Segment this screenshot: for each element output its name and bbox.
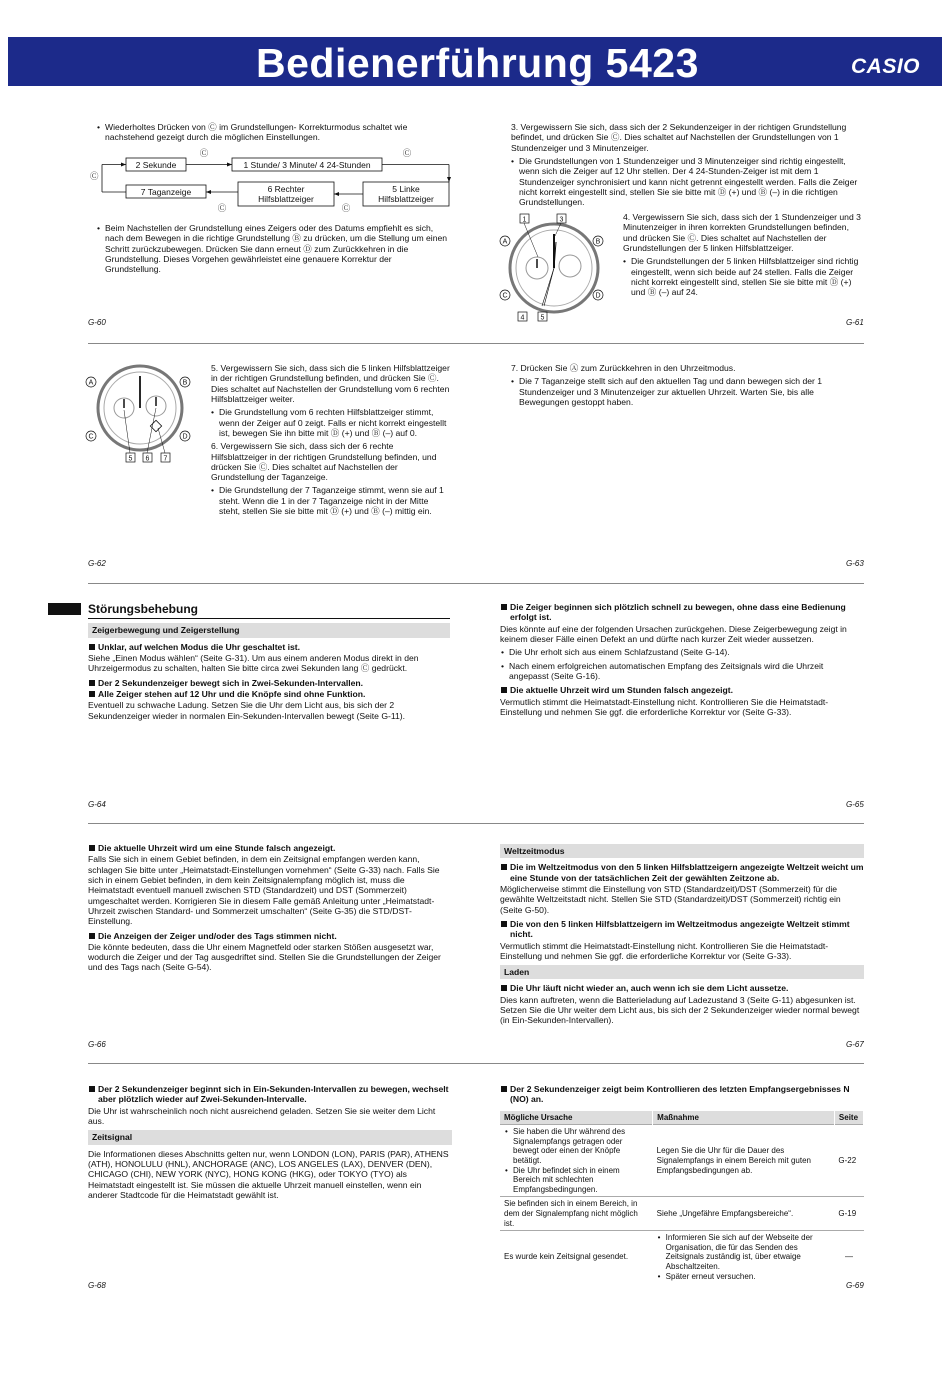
button-b-label: B: [182, 379, 188, 387]
answer: Falls Sie sich in einem Gebiet befinden, in dem ein Zeitsignal empfangen werden kann, schlagen Sie bitte unter „Heimatstadt-Einstellungen vornehmen“ (Seite G-33) nach. Falls Sie sich in einem Gebiet befinden, in dem kein Zeitsignalempfang möglich ist, muss die Heimatstadt eventuell manuell zwischen STD (Standardzeit) und DST (Sommerzeit) umgeschaltet werden. Korrigieren Sie in diesem Falle gemäß Anleitung unter „Heimatstadt-Uhrzeit zwischen Standard- und Sommerzeit umschalten“ (Seite G-35) die STD/DST-Einstellung.: [88, 854, 440, 927]
table-cell: —: [834, 1231, 863, 1283]
page-number: G-61: [846, 318, 864, 327]
answer: Die könnte bedeuten, dass die Uhr einem Magnetfeld oder starken Stößen ausgesetzt war, wodurch die Zeiger und der Tag ausgedriftet sind. Stellen Sie die Grundstellungen der Zeiger und des Tags nach (Seite G-54).: [88, 941, 441, 973]
step-4-bullet: • Die Grundstellungen der 5 linken Hilfsblattzeiger sind richtig eingestellt, wenn sich beide auf 24 stellen. Falls die Zeiger nicht korrekt eingestellt sind, stellen Sie sie bitte mit Ⓓ (+) und Ⓑ (–) auf 24.: [622, 256, 864, 297]
subsection-bar: Zeigerbewegung und Zeigerstellung: [88, 623, 450, 637]
button-c-label: C: [88, 433, 94, 441]
note-text: • Beim Nachstellen der Grundstellung eines Zeigers oder des Datums empfiehlt es sich, nach dem Bewegen in die richtige Grundstellung Ⓑ zu drücken, um die Stellung um einen Schritt zurückzubewegen. Drücken Sie dann erneut Ⓓ zum Zurückkehren in die Grundstellung. Dieses Vorgehen gewährleistet eine genauere Korrektur der Grundstellung.: [96, 223, 448, 275]
page-number: G-62: [88, 559, 106, 568]
page-g62: [200, 363, 450, 519]
page-g66: [88, 839, 452, 976]
table-cell: Es wurde kein Zeitsignal gesendet.: [500, 1231, 653, 1283]
box-right-line1: 6 Rechter: [267, 184, 305, 194]
page-g61: [500, 122, 860, 211]
page-g64: [88, 602, 450, 724]
table-row: [500, 1125, 864, 1197]
answer: Vermutlich stimmt die Heimatstadt-Einstellung nicht. Kontrollieren Sie die Heimatstadt-Einstellung und nehmen Sie ggf. die erforderliche Korrektur vor (Seite G-33).: [500, 940, 829, 961]
step-5: 5. Vergewissern Sie sich, dass sich die 5 linken Hilfsblattzeiger in der richtigen Grundstellung befinden, und drücken Sie Ⓒ. Dies schaltet auf Nachstellen der Grundstellung vom 6 rechten Hilfsblattzeiger weiter.: [211, 363, 450, 404]
box-second: 2 Sekunde: [135, 160, 177, 170]
question: Die aktuelle Uhrzeit wird um eine Stunde falsch angezeigt.: [88, 843, 452, 853]
divider: [88, 1063, 864, 1064]
c-button-label: Ⓒ: [199, 148, 209, 158]
page-title: Bedienerführung 5423: [256, 40, 699, 86]
question: Die aktuelle Uhrzeit wird um Stunden falsch angezeigt.: [500, 685, 864, 695]
hand-number: 7: [163, 455, 168, 463]
c-button-label: Ⓒ: [402, 148, 412, 158]
table-cell: • Die Uhr befindet sich in einem Bereich mit schlechten Empfangsbedingungen.: [504, 1166, 649, 1195]
answer: Die Informationen dieses Abschnitts gelten nur, wenn LONDON (LON), PARIS (PAR), ATHENS (ATH), HONOLULU (HNL), ANCHORAGE (ANC), LOS ANGELES (LAX), DENVER (DEN), CHICAGO (CHI), NEW YORK (NYC), HONG KONG (HKG), oder TOKYO (TYO) als Heimatstadt eingestellt ist. Sie müssen die aktuelle Uhrzeit manuell einstellen, wenn ein anderer Stadtcode für die Heimatstadt gewählt ist.: [88, 1148, 449, 1200]
page-number: G-60: [88, 318, 106, 327]
subsection-bar: Zeitsignal: [88, 1130, 452, 1144]
reception-table: [500, 1111, 864, 1284]
question: Die Anzeigen der Zeiger und/oder des Tags stimmen nicht.: [88, 931, 452, 941]
hand-number: 6: [145, 455, 150, 463]
table-cell: • Informieren Sie sich auf der Webseite der Organisation, die für das Senden des Zeitsignals zuständig ist, über etwaige Abschaltzeiten.: [657, 1233, 831, 1271]
table-header: Seite: [834, 1111, 863, 1125]
box-left-line1: 5 Linke: [392, 184, 420, 194]
table-cell: G-19: [834, 1197, 863, 1231]
divider: [88, 823, 864, 824]
hand-number: 3: [559, 216, 564, 224]
step-6: 6. Vergewissern Sie sich, dass sich der 6 rechte Hilfsblattzeiger in der richtigen Grundstellung befinden, und drücken Sie Ⓒ. Dies schaltet auf Nachstellen der Grundstellung der Taganzeige.: [211, 441, 437, 483]
page-number: G-68: [88, 1281, 106, 1290]
step-7-bullet: • Die 7 Taganzeige stellt sich auf den aktuellen Tag und dann bewegen sich der 1 Stundenzeiger und 3 Minutenzeiger zur aktuellen Uhrzeit. Warten Sie, bis alle Bewegungen gestoppt haben.: [510, 376, 862, 407]
step-3-bullet: • Die Grundstellungen von 1 Stundenzeiger und 3 Minutenzeiger sind richtig eingestellt, wenn sich die Zeiger auf 12 Uhr stellen. Der 4 24-Stunden-Zeiger ist mit dem 1 Stundenzeiger synchronisiert und kann nicht getrennt eingestellt werden. Falls die Zeiger nicht korrekt eingestellt sind, stellen Sie sie bitte mit Ⓓ (+) und Ⓑ (–) in die richtigen Grundstellungen.: [510, 156, 860, 208]
box-right-line2: Hilfsblattzeiger: [258, 194, 314, 204]
answer-bullet: • Die Uhr erholt sich aus einem Schlafzustand (Seite G-14).: [500, 647, 864, 657]
c-button-label: Ⓒ: [341, 203, 351, 213]
table-cell: Sie befinden sich in einem Bereich, in dem der Signalempfang nicht möglich ist.: [500, 1197, 653, 1231]
answer: Möglicherweise stimmt die Einstellung von STD (Standardzeit)/DST (Sommerzeit) für die gewählte Weltzeitstadt nicht. Stellen Sie STD (Standardzeit)/DST (Sommerzeit) richtig ein (Seite G-50).: [500, 883, 841, 915]
table-cell: Siehe „Ungefähre Empfangsbereiche“.: [653, 1197, 835, 1231]
question: Die von den 5 linken Hilfsblattzeigern im Weltzeitmodus angezeigte Weltzeit stimmt nicht.: [500, 919, 864, 940]
watch-diagram-g62: [84, 360, 196, 466]
subsection-bar: Laden: [500, 965, 864, 979]
c-button-label: Ⓒ: [217, 203, 227, 213]
table-header: Mögliche Ursache: [500, 1111, 653, 1125]
page-number: G-66: [88, 1040, 106, 1049]
hand-number: 5: [128, 455, 133, 463]
brand-logo: CASIO: [850, 55, 920, 78]
table-cell: G-22: [834, 1125, 863, 1197]
question: Die Zeiger beginnen sich plötzlich schnell zu bewegen, ohne dass eine Bedienung erfolgt ist.: [500, 602, 864, 623]
intro-text: • Wiederholtes Drücken von Ⓒ im Grundstellungen- Korrekturmodus schaltet wie nachstehend gezeigt durch die möglichen Einstellungen.: [96, 122, 451, 143]
page-number: G-64: [88, 800, 106, 809]
settings-cycle-diagram: [88, 145, 458, 215]
button-a-label: A: [502, 238, 508, 246]
table-cell: Legen Sie die Uhr für die Dauer des Signalempfangs in einem Bereich mit guten Empfangsbedingungen ab.: [653, 1125, 835, 1197]
step-4: 4. Vergewissern Sie sich, dass sich der 1 Stundenzeiger und 3 Minutenzeiger in ihren korrekten Grundstellungen befinden, und drücken Sie Ⓒ. Dies schaltet auf Nachstellen der Grundstellungen der 5 linken Hilfsblattzeiger.: [623, 212, 861, 253]
table-cell: • Später erneut versuchen.: [657, 1272, 831, 1282]
header-banner: [8, 37, 942, 86]
page-g69: [500, 1080, 864, 1283]
section-marker: [48, 603, 81, 615]
hand-number: 1: [522, 216, 527, 224]
g60-note-block: [96, 223, 448, 278]
g61-step4-block: [612, 212, 864, 301]
page-number: G-67: [846, 1040, 864, 1049]
section-title: Störungsbehebung: [88, 602, 450, 619]
box-hour: 1 Stunde/ 3 Minute/ 4 24-Stunden: [243, 160, 371, 170]
c-button-label: Ⓒ: [90, 171, 99, 181]
answer: Siehe „Einen Modus wählen“ (Seite G-31). Um aus einem anderen Modus direkt in den Uhrzeigermodus zu schalten, halten Sie bitte circa zwei Sekunden lang Ⓒ gedrückt.: [88, 653, 419, 674]
page-g67: [500, 844, 864, 1029]
answer: Dies könnte auf eine der folgenden Ursachen zurückgehen. Diese Zeigerbewegung zeigt in keinem dieser Fälle einen Defekt an und dürfte nach kurzer Zeit wieder aussetzen.: [500, 623, 847, 644]
button-b-label: B: [595, 238, 601, 246]
table-row: [500, 1231, 864, 1283]
button-d-label: D: [182, 433, 188, 441]
page-g60: [96, 122, 451, 146]
question: Unklar, auf welchen Modus die Uhr geschaltet ist.: [88, 642, 450, 652]
answer: Dies kann auftreten, wenn die Batterieladung auf Ladezustand 3 (Seite G-11) abgesunken ist. Setzen Sie die Uhr weiter dem Licht aus, bis sich der 2 Sekundenzeiger wieder normal bewegt (in Ein-Sekunden-Intervallen).: [500, 994, 860, 1026]
answer-bullet: • Nach einem erfolgreichen automatischen Empfang des Zeitsignals wird die Uhrzeit angepasst (Seite G-16).: [500, 661, 864, 682]
hand-number: 5: [540, 314, 545, 322]
answer: Die Uhr ist wahrscheinlich noch nicht ausreichend geladen. Setzen Sie sie weiter dem Licht aus.: [88, 1105, 436, 1126]
button-c-label: C: [502, 292, 508, 300]
step-3: 3. Vergewissern Sie sich, dass sich der 2 Sekundenzeiger in der richtigen Grundstellung befindet, und drücken Sie Ⓒ. Dies schaltet auf Nachstellen der Grundstellungen von 1 Stundenzeiger und 3 Minutenzeiger.: [511, 122, 847, 153]
question: Die Uhr läuft nicht wieder an, auch wenn ich sie dem Licht aussetze.: [500, 983, 864, 993]
watch-diagram-g61: [498, 212, 610, 324]
divider: [88, 343, 864, 344]
subsection-bar: Weltzeitmodus: [500, 844, 864, 858]
table-row: [500, 1197, 864, 1231]
step-7: 7. Drücken Sie Ⓐ zum Zurückkehren in den Uhrzeitmodus.: [511, 363, 736, 373]
box-left-line2: Hilfsblattzeiger: [378, 194, 434, 204]
step-5-bullet: • Die Grundstellung vom 6 rechten Hilfsblattzeiger stimmt, wenn der Zeiger auf 0 zeigt. Falls er nicht korrekt eingestellt ist, bewegen Sie ihn bitte mit Ⓓ (+) und Ⓑ (–) auf 0.: [210, 407, 450, 438]
table-header: Maßnahme: [653, 1111, 835, 1125]
page-g63: [500, 363, 862, 410]
question: Der 2 Sekundenzeiger beginnt sich in Ein-Sekunden-Intervallen zu bewegen, wechselt aber plötzlich wieder auf Zwei-Sekunden-Intervalle.: [88, 1084, 452, 1105]
button-d-label: D: [595, 292, 601, 300]
page-number: G-69: [846, 1281, 864, 1290]
question: Der 2 Sekundenzeiger bewegt sich in Zwei-Sekunden-Intervallen.: [88, 678, 450, 688]
question: Alle Zeiger stehen auf 12 Uhr und die Knöpfe sind ohne Funktion.: [88, 689, 450, 699]
box-day: 7 Taganzeige: [140, 187, 192, 197]
button-a-label: A: [88, 379, 94, 387]
table-cell: • Sie haben die Uhr während des Signalempfangs getragen oder bewegt oder einen der Knöpfe betätigt.: [504, 1127, 649, 1165]
divider: [88, 583, 864, 584]
question: Die im Weltzeitmodus von den 5 linken Hilfsblattzeigern angezeigte Weltzeit weicht um eine Stunde von der tatsächlichen Zeit der gewählten Zeitzone ab.: [500, 862, 864, 883]
answer: Vermutlich stimmt die Heimatstadt-Einstellung nicht. Kontrollieren Sie die Heimatstadt-Einstellung und nehmen Sie ggf. die erforderliche Korrektur vor (Seite G-33).: [500, 696, 829, 717]
step-6-bullet: • Die Grundstellung der 7 Taganzeige stimmt, wenn sie auf 1 steht. Wenn die 1 in der 7 Taganzeige nicht in der Mitte steht, stellen Sie sie bitte mit Ⓓ (+) und Ⓑ (–) mittig ein.: [210, 485, 450, 516]
page-number: G-65: [846, 800, 864, 809]
question: Der 2 Sekundenzeiger zeigt beim Kontrollieren des letzten Empfangsergebnisses N (NO) an.: [500, 1084, 864, 1105]
page-g65: [500, 598, 864, 720]
page-number: G-63: [846, 559, 864, 568]
answer: Eventuell zu schwache Ladung. Setzen Sie die Uhr dem Licht aus, bis sich der 2 Sekundenzeiger wieder in normalen Ein-Sekunden-Intervallen bewegt (Seite G-11).: [88, 700, 406, 721]
page-g68: [88, 1080, 452, 1203]
hand-number: 4: [520, 314, 525, 322]
